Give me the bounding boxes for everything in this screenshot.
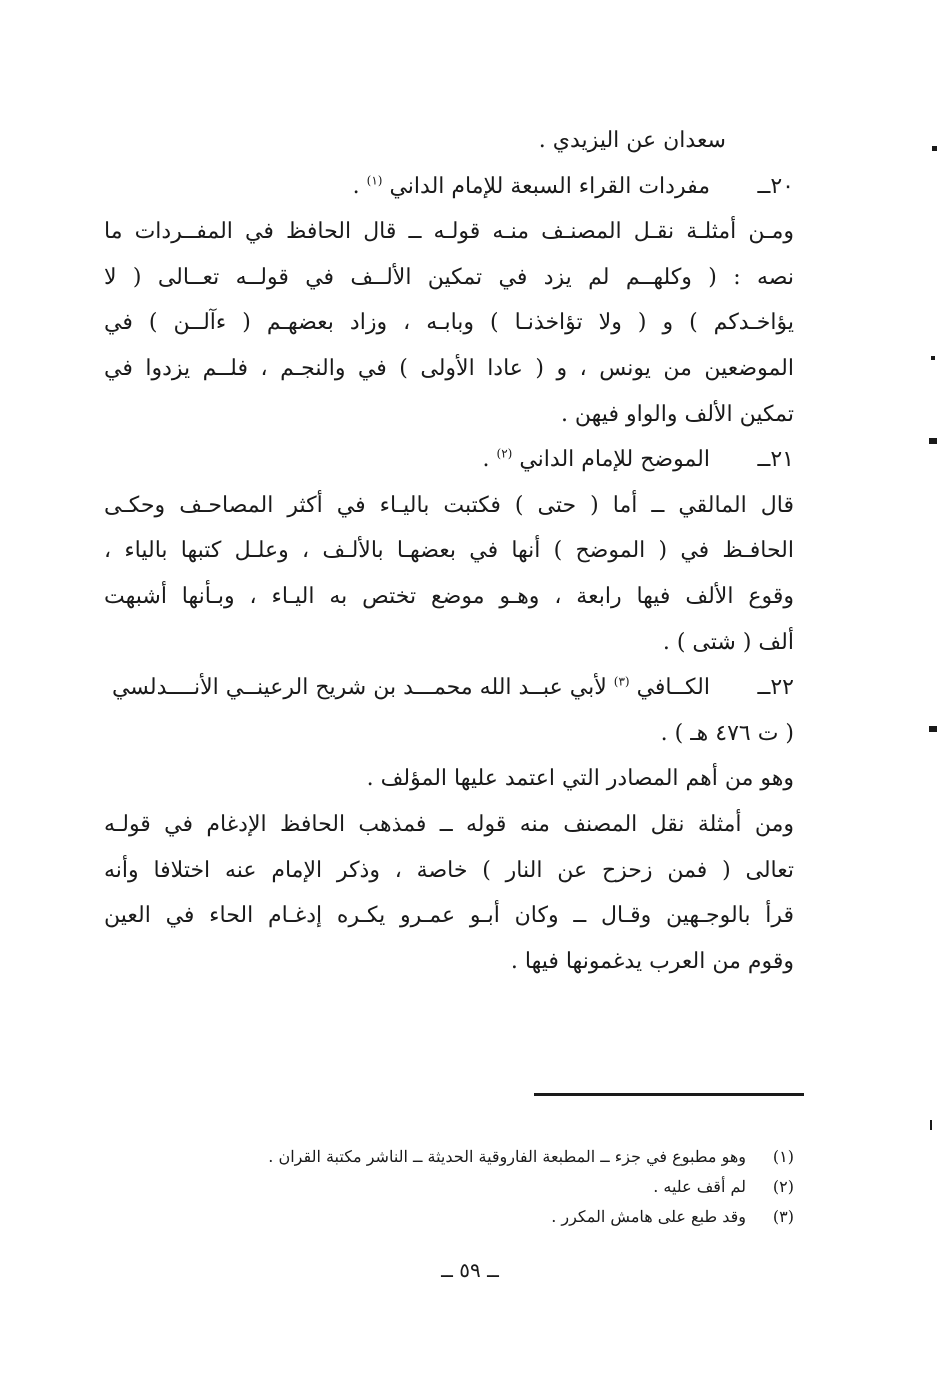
entry-number: ٢٠ــ bbox=[757, 173, 794, 199]
entry-title bbox=[104, 164, 794, 210]
margin-mark bbox=[932, 146, 937, 151]
footnote-text: وقد طبع على هامش المكرر . bbox=[551, 1207, 746, 1226]
entry-title-rest: لأبي عبــد الله محمـــد بن شريح الرعينــي الأنــــدلسي bbox=[111, 675, 614, 701]
entry-title bbox=[104, 437, 794, 483]
entry-number: ٢١ــ bbox=[757, 447, 794, 473]
footnote-ref-1: (١) bbox=[366, 173, 383, 188]
footnotes bbox=[104, 1142, 794, 1232]
text-line: ألف ( شتى ) . bbox=[662, 629, 794, 655]
margin-mark bbox=[930, 1120, 932, 1130]
text-line: وقوم من العرب يدغمونها فيها . bbox=[510, 948, 794, 974]
entry-title-text: الموضح للإمام الداني bbox=[519, 447, 710, 473]
footnote-number: (١) bbox=[772, 1147, 794, 1166]
footnote-divider bbox=[534, 1093, 804, 1096]
margin-mark bbox=[929, 726, 937, 732]
text-line: ومـن أمثلـة نقـل المصنـف منـه قولـه ــ قال الحافظ في المفــردات ما bbox=[104, 219, 794, 245]
text-line: وهو من أهم المصادر التي اعتمد عليها المؤلف . bbox=[366, 766, 794, 792]
text-line: قرأ بالوجـهين وقـال ــ وكان أبـو عمـرو يكـره إدغـام الحاء في العين bbox=[104, 903, 794, 929]
text-line: تعالى ( فمن زحزح عن النار ) خاصة ، وذكر الإمام عنه اختلافا وأنه bbox=[104, 857, 794, 883]
footnote-item bbox=[104, 1172, 794, 1202]
entry-title bbox=[104, 665, 794, 711]
text-line: يؤاخـدكم ) و ( ولا تؤاخذنـا ) وبابـه ، وزاد بعضهـم ( ءآلــن ) في bbox=[104, 310, 794, 336]
margin-mark bbox=[931, 356, 935, 360]
text-line: الموضعين من يونس ، و ( عادا الأولى ) في والنجـم ، فلــم يزدوا في bbox=[104, 355, 794, 381]
text-line: تمكين الألف والواو فيهن . bbox=[560, 401, 794, 427]
entry-title-text: مفردات القراء السبعة للإمام الداني bbox=[389, 173, 710, 199]
entry-22 bbox=[104, 665, 794, 711]
footnote-item bbox=[104, 1202, 794, 1232]
footnote-number: (٢) bbox=[772, 1177, 794, 1196]
text-line: وقوع الألف فيها رابعة ، وهـو موضع تختص به اليـاء ، وبـأنها أشبهت bbox=[104, 583, 794, 609]
text-line: ومن أمثلة نقل المصنف منه قوله ــ فمذهب الحافظ الإدغام في قولـه bbox=[104, 811, 794, 837]
main-text bbox=[104, 118, 794, 984]
entry-21 bbox=[104, 437, 794, 483]
text-line: الحافـظ في ( الموضح ) أنها في بعضهـا بالألـف ، وعلـل كتبها بالياء ، bbox=[104, 538, 794, 564]
text-line: نصه : ( وكلهــم لم يزد في تمكين الألــف في قولــه تعــالى ( لا bbox=[104, 264, 794, 290]
footnote-number: (٣) bbox=[772, 1207, 794, 1226]
footnote-ref-2: (٢) bbox=[496, 446, 513, 461]
page-number: ــ ٥٩ ــ bbox=[441, 1258, 499, 1282]
entry-title-text: الكــافي bbox=[636, 675, 710, 701]
footnote-item bbox=[104, 1142, 794, 1172]
entry-title-tail: . bbox=[482, 447, 497, 473]
margin-mark bbox=[929, 438, 937, 444]
footnote-text: لم أقف عليه . bbox=[653, 1177, 746, 1196]
text-line: قال المالقي ــ أما ( حتى ) فكتبت باليـاء في أكثر المصاحـف وحكـى bbox=[104, 492, 794, 518]
footnote-text: وهو مطبوع في جزء ــ المطبعة الفاروقية الحديثة ــ الناشر مكتبة القران . bbox=[268, 1147, 746, 1166]
text-line: سعدان عن اليزيدي . bbox=[538, 128, 726, 153]
entry-title-tail: . bbox=[352, 173, 367, 199]
text-line: ( ت ٤٧٦ هـ ) . bbox=[660, 720, 794, 746]
entry-number: ٢٢ــ bbox=[757, 675, 794, 701]
entry-20 bbox=[104, 164, 794, 210]
footnote-ref-3: (٣) bbox=[613, 674, 630, 689]
